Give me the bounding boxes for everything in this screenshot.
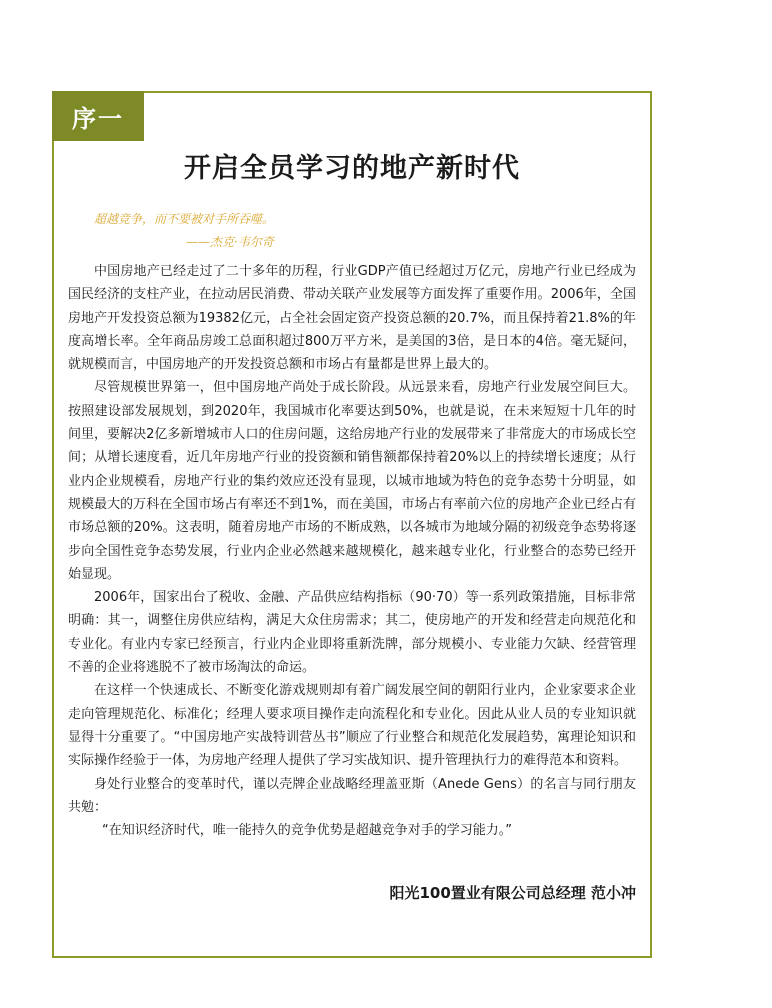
paragraph: 2006年，国家出台了税收、金融、产品供应结构指标（90·70）等一系列政策措施，目标非常明确：其一，调整住房供应结构，满足大众住房需求；其二，使房地产的开发和经营走向规范化和专业化。有业内专家已经预言，行业内企业即将重新洗牌，部分规模小、专业能力欠缺、经营管理不善的企业将逃脱不了被市场淘汰的命运。 <box>68 590 636 676</box>
paragraph: 尽管规模世界第一，但中国房地产尚处于成长阶段。从远景来看，房地产行业发展空间巨大。按照建设部发展规划，到2020年，我国城市化率要达到50%，也就是说，在未来短短十几年的时间里，要解决2亿多新增城市人口的住房问题，这给房地产行业的发展带来了非常庞大的市场成长空间；从增长速度看，近几年房地产行业的投资额和销售额都保持着20%以上的持续增长速度；从行业内企业规模看，房地产行业的集约效应还没有显现，以城市地域为特色的竞争态势十分明显，如规模最大的万科在全国市场占有率还不到1%，而在美国，市场占有率前六位的房地产企业已经占有市场总额的20%。这表明，随着房地产市场的不断成熟，以各城市为地域分隔的初级竞争态势将逐步向全国性竞争态势发展，行业内企业必然越来越规模化，越来越专业化，行业整合的态势已经开始显现。 <box>68 380 636 582</box>
epigraph-quote: 超越竞争，而不要被对手所吞噬。 <box>94 212 275 226</box>
closing-quote: “在知识经济时代，唯一能持久的竞争优势是超越竞争对手的学习能力。” <box>102 823 512 839</box>
body-text <box>68 260 636 842</box>
paragraph: 身处行业整合的变革时代，谨以壳牌企业战略经理盖亚斯（Anede Gens）的名言与同行朋友共勉： <box>68 776 636 815</box>
signature: 阳光100置业有限公司总经理 范小冲 <box>389 884 636 902</box>
page-title: 开启全员学习的地产新时代 <box>184 153 520 184</box>
paragraph: 在这样一个快速成长、不断变化游戏规则却有着广阔发展空间的朝阳行业内，企业家要求企业走向管理规范化、标准化；经理人要求项目操作走向流程化和专业化。因此从业人员的专业知识就显得十分重要了。“中国房地产实战特训营丛书”顺应了行业整合和规范化发展趋势，寓理论知识和实际操作经验于一体，为房地产经理人提供了学习实战知识、提升管理执行力的难得范本和资料。 <box>68 683 636 769</box>
epigraph-attribution: ——杰克·韦尔奇 <box>186 235 274 249</box>
paragraph: 中国房地产已经走过了二十多年的历程，行业GDP产值已经超过万亿元，房地产行业已经成为国民经济的支柱产业，在拉动居民消费、带动关联产业发展等方面发挥了重要作用。2006年，全国房地产开发投资总额为19382亿元，占全社会固定资产投资总额的20.7%，而且保持着21.8%的年度高增长率。全年商品房竣工总面积超过800万平方米，是美国的3倍，是日本的4倍。毫无疑问，就规模而言，中国房地产的开发投资总额和市场占有量都是世界上最大的。 <box>68 264 636 373</box>
section-tab: 序一 <box>52 91 144 141</box>
